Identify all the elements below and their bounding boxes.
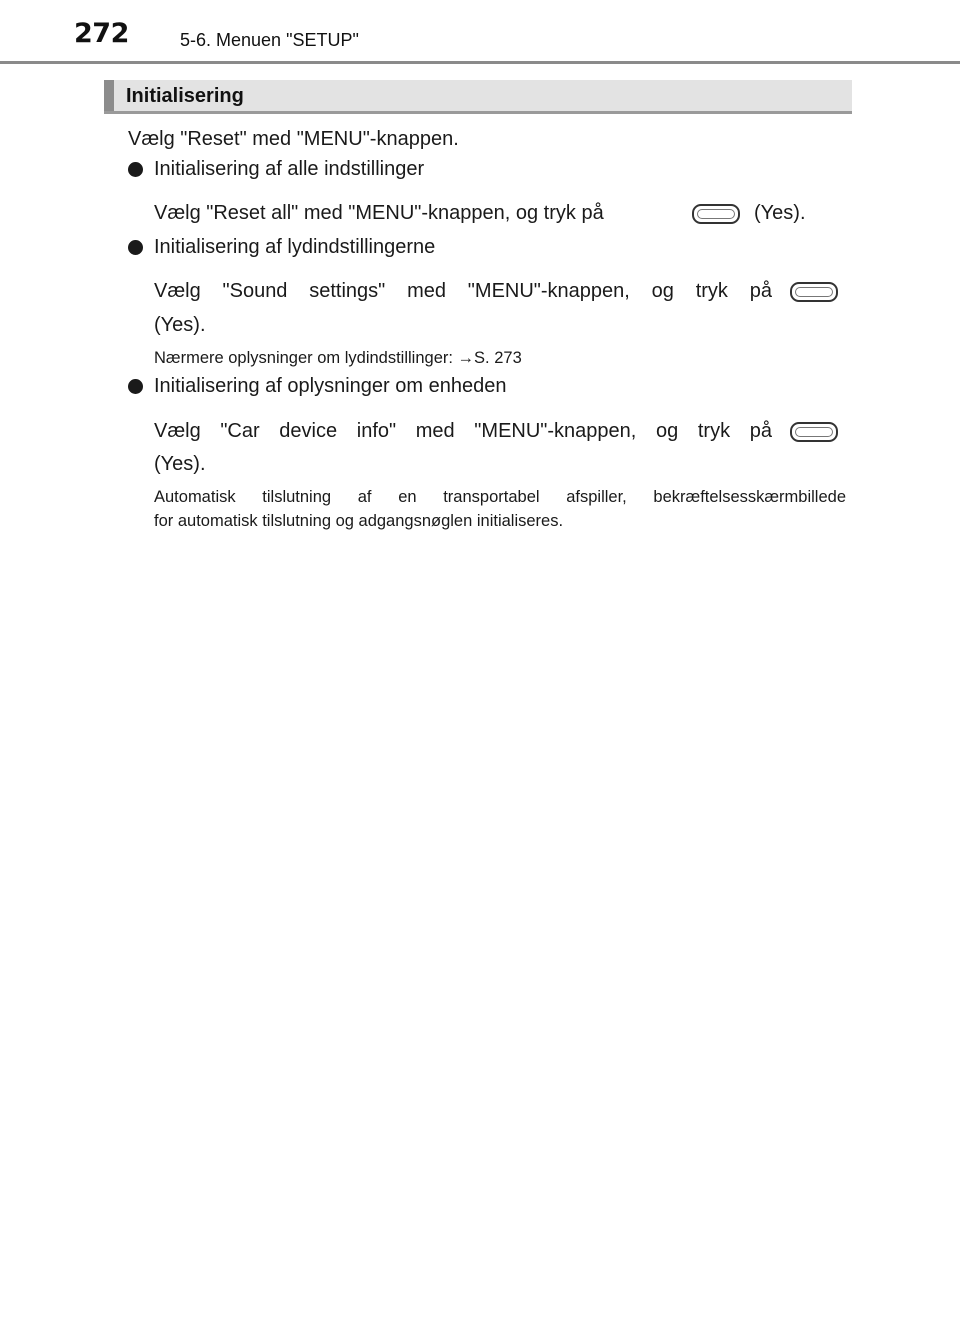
page-number: 272 bbox=[74, 18, 129, 49]
item-instruction-end: (Yes). bbox=[154, 453, 206, 475]
item-instruction-end: (Yes). bbox=[754, 202, 806, 224]
item-note-continued: for automatisk tilslutning og adgangsnøglen initialiseres. bbox=[154, 512, 564, 530]
item-title: Initialisering af lydindstillingerne bbox=[154, 236, 436, 258]
item-note bbox=[154, 349, 522, 368]
intro-text: Vælg "Reset" med "MENU"-knappen. bbox=[128, 128, 459, 150]
item-instruction-end: (Yes). bbox=[154, 314, 206, 336]
note-text: Nærmere oplysninger om lydindstillinger: bbox=[154, 349, 458, 367]
bullet-icon bbox=[128, 379, 143, 394]
arrow-right-icon: → bbox=[457, 349, 475, 367]
bullet-icon bbox=[128, 240, 143, 255]
heading-bar bbox=[104, 80, 852, 114]
item-instruction: Vælg "Sound settings" med "MENU"-knappen, og tryk på bbox=[154, 280, 772, 302]
item-note: Automatisk tilslutning af en transportabel afspiller, bekræftelsesskærmbillede bbox=[154, 488, 846, 506]
yes-button-icon bbox=[790, 282, 838, 302]
page-heading: Initialisering bbox=[126, 85, 244, 107]
item-title: Initialisering af alle indstillinger bbox=[154, 158, 425, 180]
yes-button-icon bbox=[692, 204, 740, 224]
item-instruction: Vælg "Reset all" med "MENU"-knappen, og tryk på bbox=[154, 202, 604, 224]
yes-button-icon bbox=[790, 422, 838, 442]
header-divider bbox=[0, 61, 960, 64]
section-title: 5-6. Menuen "SETUP" bbox=[180, 30, 359, 50]
bullet-icon bbox=[128, 162, 143, 177]
item-title: Initialisering af oplysninger om enheden bbox=[154, 375, 507, 397]
item-instruction: Vælg "Car device info" med "MENU"-knappen, og tryk på bbox=[154, 420, 772, 442]
page-reference[interactable]: S. 273 bbox=[474, 349, 522, 367]
